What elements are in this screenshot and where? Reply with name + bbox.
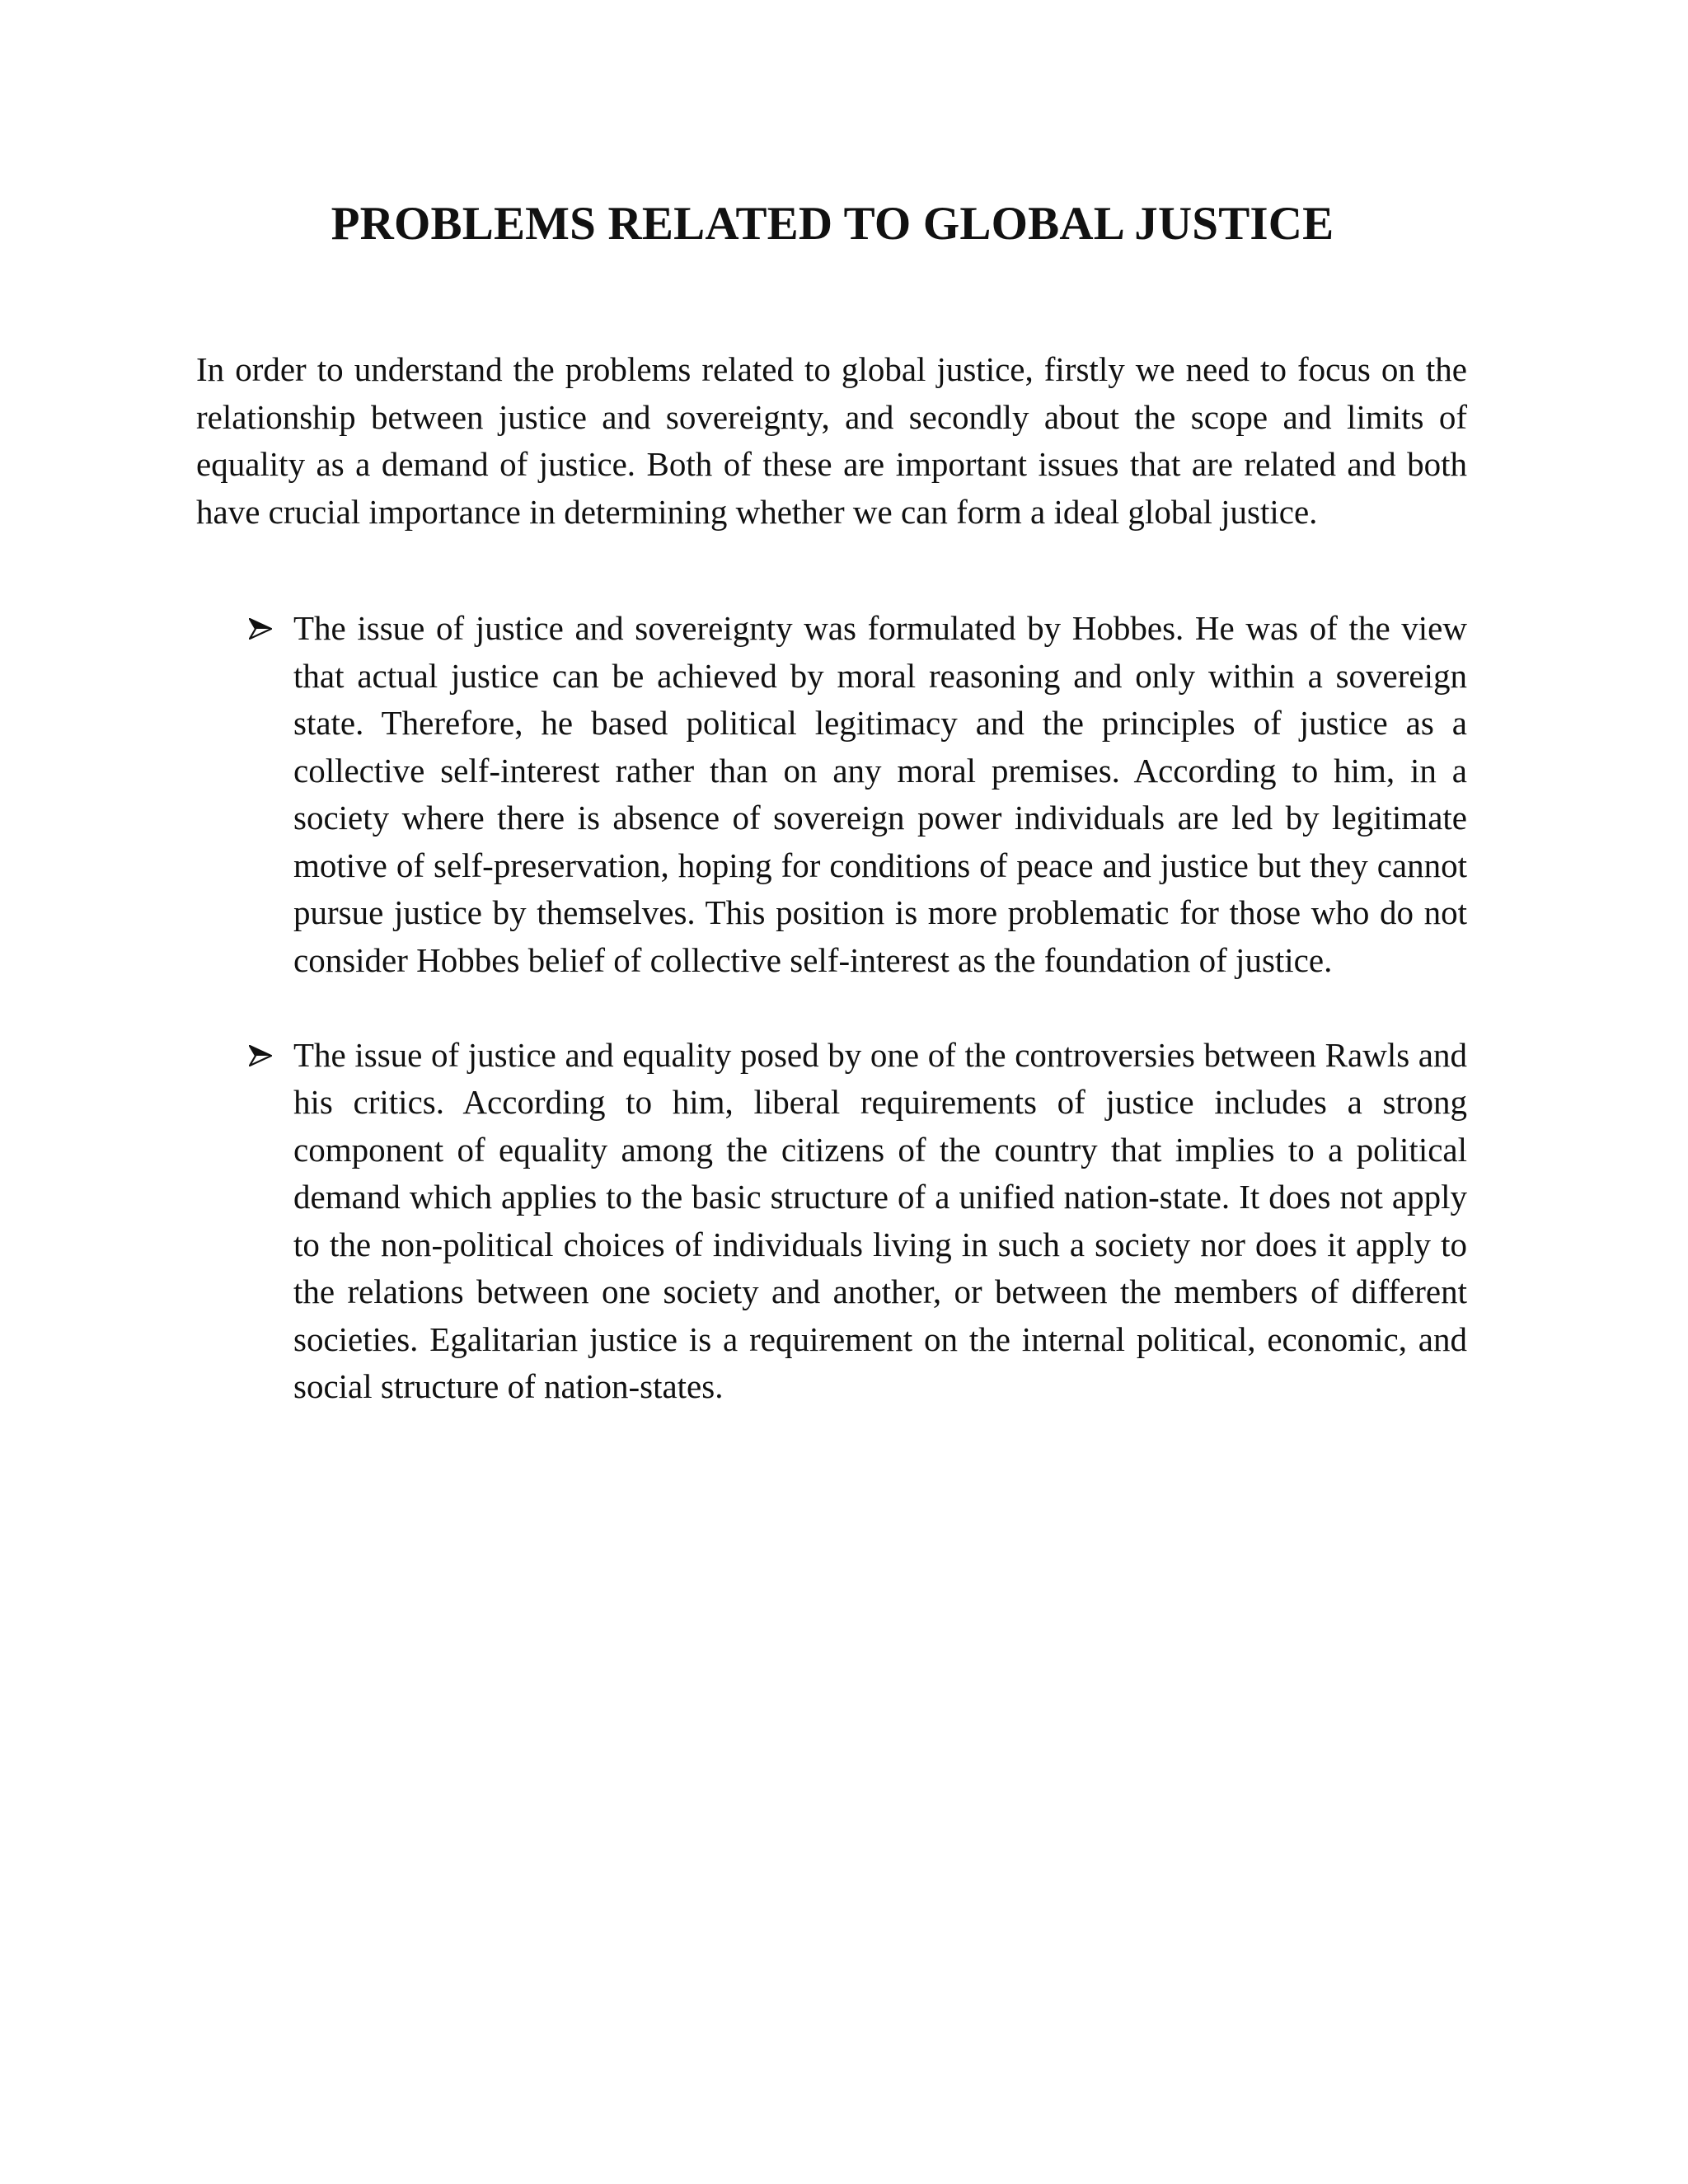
arrowhead-bullet-icon [249, 1032, 274, 1080]
page-title: PROBLEMS RELATED TO GLOBAL JUSTICE [331, 198, 1334, 250]
bullet-text: The issue of justice and sovereignty was formulated by Hobbes. He was of the view that actual justice can be achieved by moral reasoning and only within a sovereign state. Therefore, he based political legitimacy and the principles of justice as a collective self-interest rather than on any moral premises. According to him, in a society where there is absence of sovereign power individuals are led by legitimate motive of self-preservation, hoping for conditions of peace and justice but they cannot pursue justice by themselves. This position is more problematic for those who do not consider Hobbes belief of collective self-interest as the foundation of justice. [293, 609, 1467, 979]
bullet-text: The issue of justice and equality posed by one of the controversies between Rawls and his critics. According to him, liberal requirements of justice includes a strong component of equality among the citizens of the country that implies to a political demand which applies to the basic structure of a unified nation-state. It does not apply to the non-political choices of individuals living in such a society nor does it apply to the relations between one society and another, or between the members of different societies. Egalitarian justice is a requirement on the internal political, economic, and social structure of nation-states. [293, 1035, 1467, 1405]
arrowhead-bullet-icon [249, 605, 274, 653]
bullet-item-rawls [196, 1032, 1467, 1411]
intro-paragraph: In order to understand the problems related to global justice, firstly we need to focus on the relationship between justice and sovereignty, and secondly about the scope and limits of equality as a demand of justice. Both of these are important issues that are related and both have crucial importance in determining whether we can form a ideal global justice. [196, 350, 1467, 531]
bullet-list [196, 605, 1467, 1458]
bullet-item-hobbes [196, 605, 1467, 984]
